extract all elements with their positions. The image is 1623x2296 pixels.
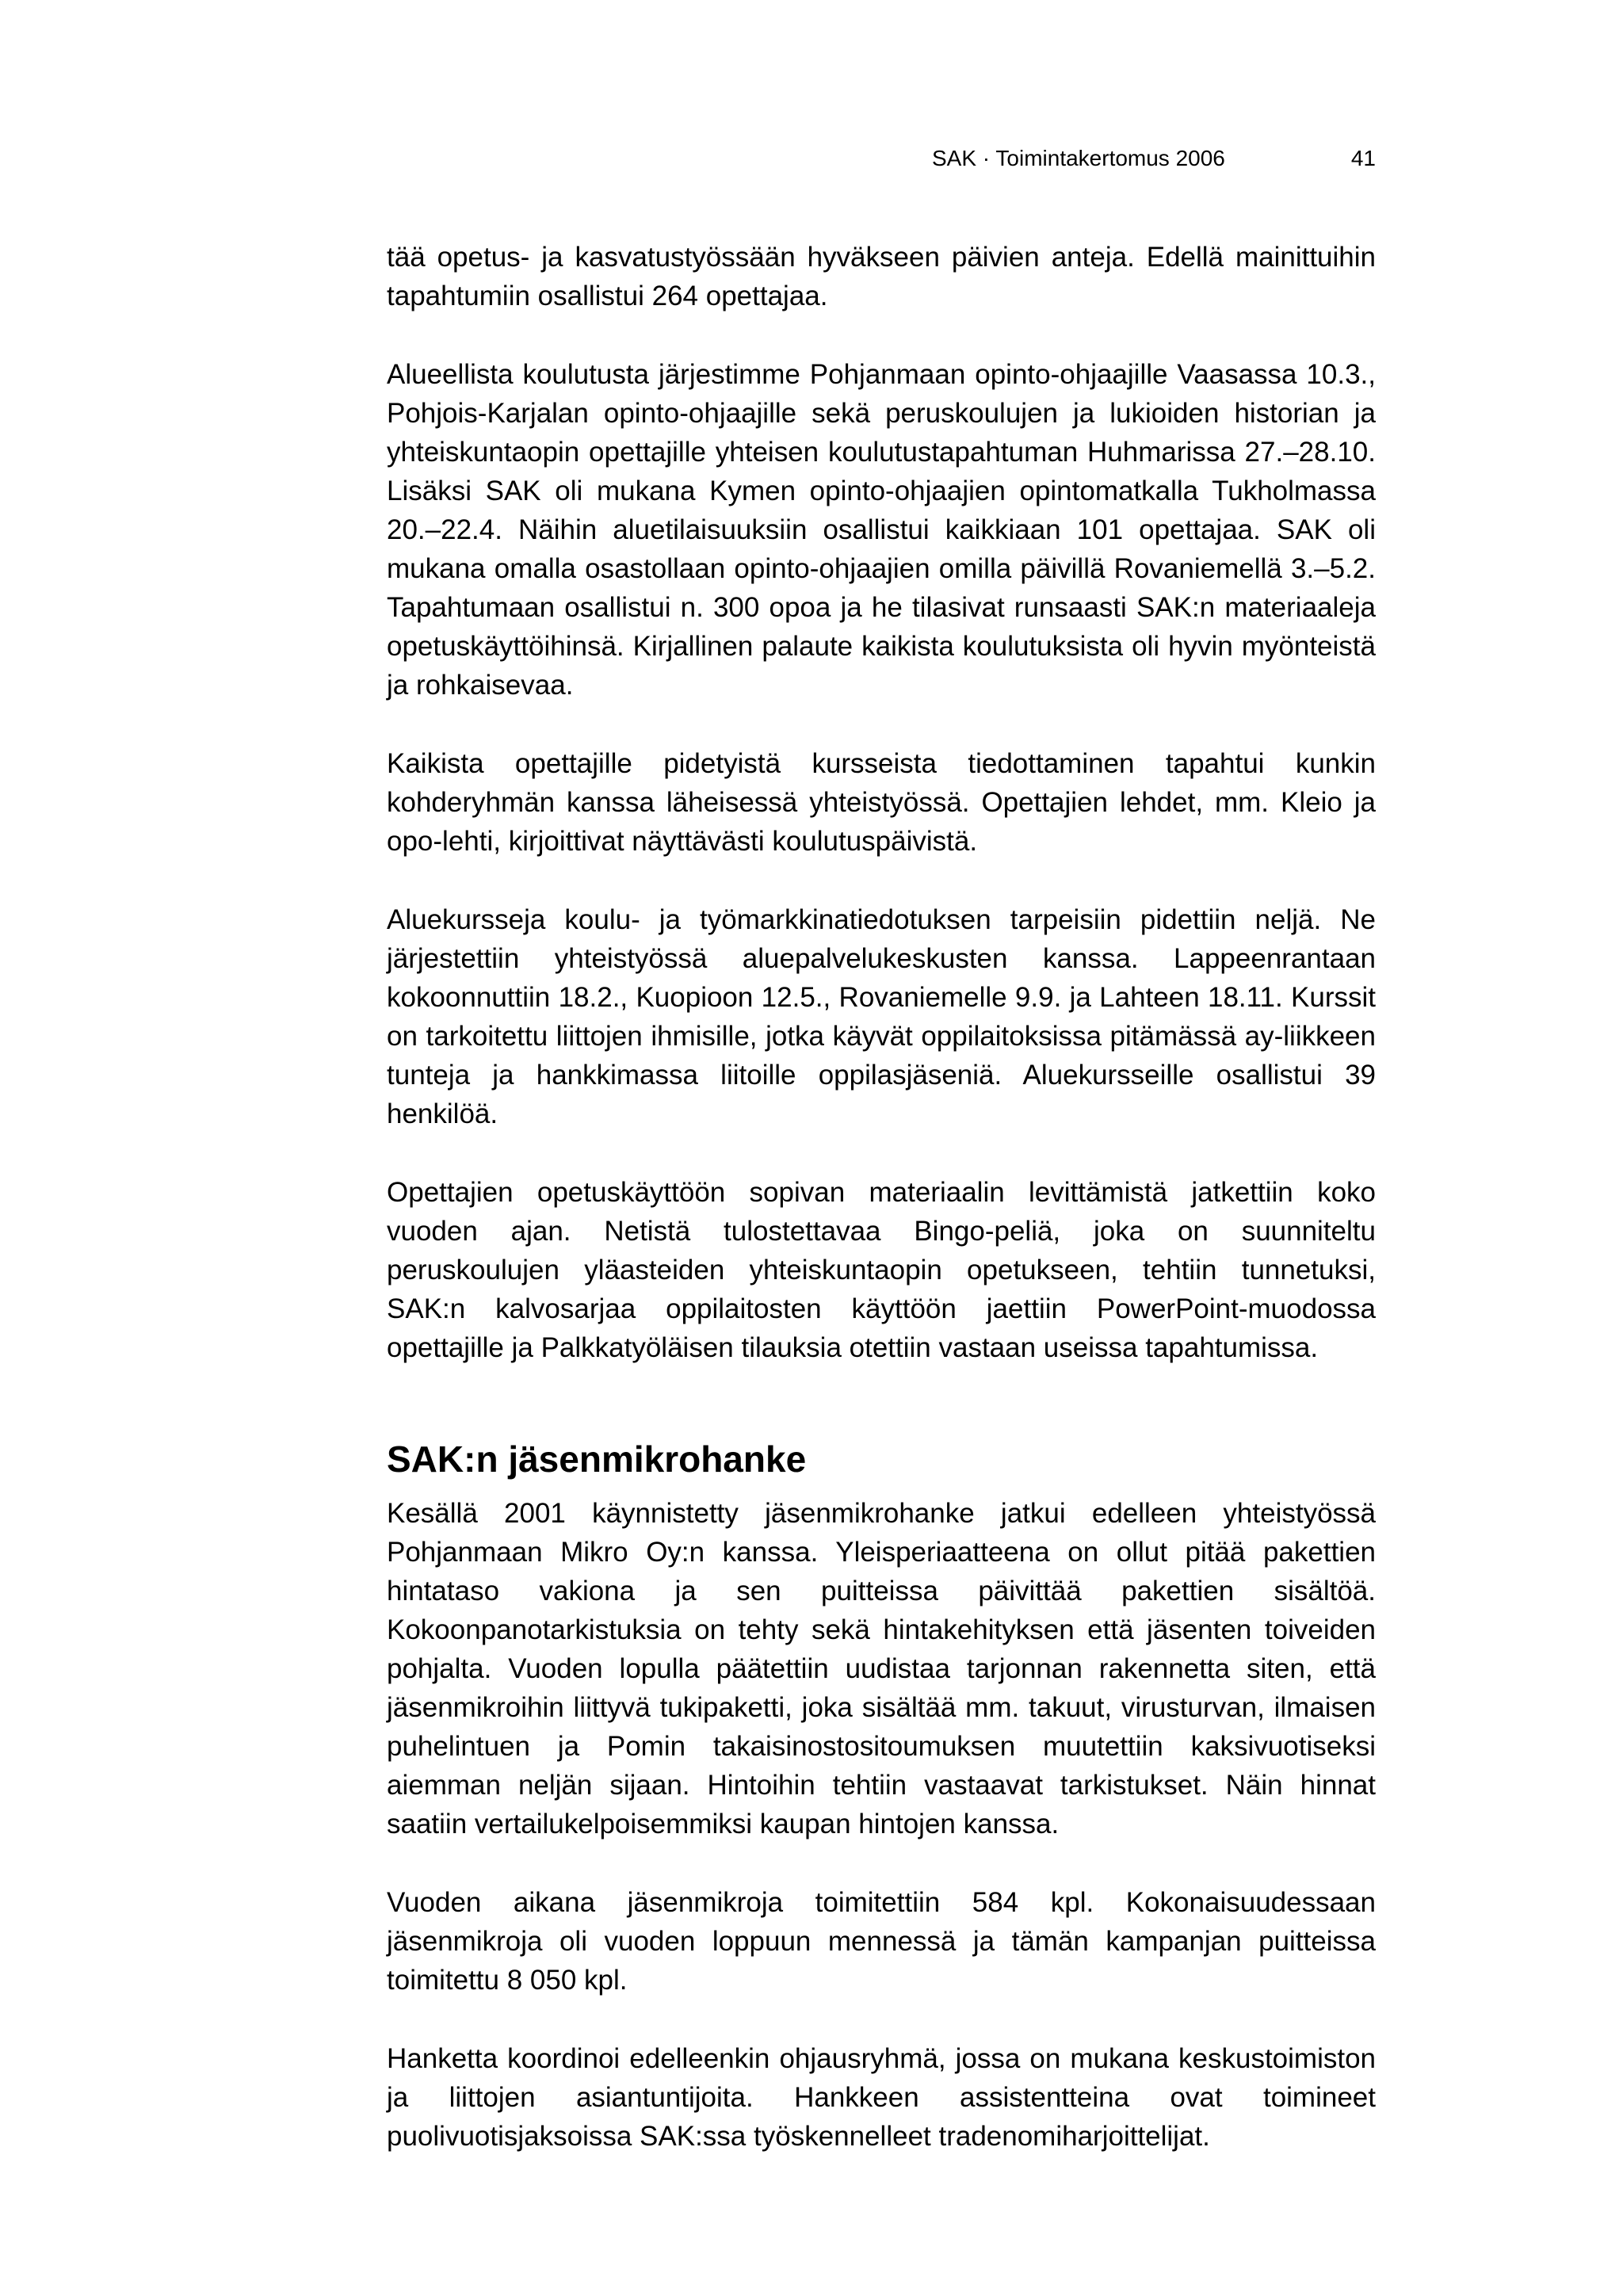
paragraph-deliveries: Vuoden aikana jäsenmikroja toimitettiin 584 kpl. Kokonaisuudessaan jäsenmikroja oli vuoden loppuun mennessä ja tämän kampanjan puitteissa toimitettu 8 050 kpl. <box>387 1887 1376 1996</box>
paragraph-teaching-materials: Opettajien opetuskäyttöön sopivan materiaalin levittämistä jatkettiin koko vuoden ajan. Netistä tulostettavaa Bingo-peliä, joka on suunniteltu peruskoulujen yläasteiden yhteiskuntaopin opetukseen, tehtiin tunnetuksi, SAK:n kalvosarjaa oppilaitosten käyttöön jaettiin PowerPoint-muodossa opettajille ja Palkkatyöläisen tilauksia otettiin vastaan useissa tapahtumissa. <box>387 1177 1376 1363</box>
running-header <box>387 141 1376 176</box>
paragraph-member-computer-project: Kesällä 2001 käynnistetty jäsenmikrohanke jatkui edelleen yhteistyössä Pohjanmaan Mikro Oy:n kanssa. Yleisperiaatteena on ollut pitää pakettien hintataso vakiona ja sen puitteissa päivittää pakettien sisältöä. Kokoonpanotarkistuksia on tehty sekä hintakehityksen että jäsenten toiveiden pohjalta. Vuoden lopulla päätettiin uudistaa tarjonnan rakennetta siten, että jäsenmikroihin liittyvä tukipaketti, joka sisältää mm. takuut, virusturvan, ilmaisen puhelintuen ja Pomin takaisinostositoumuksen muutettiin kaksivuotiseksi aiemman neljän sijaan. Hintoihin tehtiin vastaavat tarkistukset. Näin hinnat saatiin vertailukelpoisemmiksi kaupan hintojen kanssa. <box>387 1498 1376 1839</box>
paragraph-teacher-days-continued: tää opetus- ja kasvatustyössään hyväkseen päivien anteja. Edellä mainittuihin tapahtumiin osallistui 264 opettajaa. <box>387 242 1376 311</box>
paragraph-regional-courses: Aluekursseja koulu- ja työmarkkinatiedotuksen tarpeisiin pidettiin neljä. Ne järjestettiin yhteistyössä aluepalvelukeskusten kanssa. Lappeenrantaan kokoonnuttiin 18.2., Kuopioon 12.5., Rovaniemelle 9.9. ja Lahteen 18.11. Kurssit on tarkoitettu liittojen ihmisille, jotka käyvät oppilaitoksissa pitämässä ay-liikkeen tunteja ja hankkimassa liitoille oppilasjäseniä. Aluekursseille osallistui 39 henkilöä. <box>387 904 1376 1129</box>
header-document-title: SAK · Toimintakertomus 2006 <box>932 146 1225 170</box>
paragraph-regional-training: Alueellista koulutusta järjestimme Pohjanmaan opinto-ohjaajille Vaasassa 10.3., Pohjois-Karjalan opinto-ohjaajille sekä peruskoulujen ja lukioiden historian ja yhteiskuntaopin opettajille yhteisen koulutustapahtuman Huhmarissa 27.–28.10. Lisäksi SAK oli mukana Kymen opinto-ohjaajien opintomatkalla Tukholmassa 20.–22.4. Näihin aluetilaisuuksiin osallistui kaikkiaan 101 opettajaa. SAK oli mukana omalla osastollaan opinto-ohjaajien omilla päivillä Rovaniemellä 3.–5.2. Tapahtumaan osallistui n. 300 opoa ja he tilasivat runsaasti SAK:n materiaaleja opetuskäyttöihinsä. Kirjallinen palaute kaikista koulutuksista oli hyvin myönteistä ja rohkaisevaa. <box>387 359 1376 701</box>
paragraph-course-communication: Kaikista opettajille pidetyistä kursseista tiedottaminen tapahtui kunkin kohderyhmän kanssa läheisessä yhteistyössä. Opettajien lehdet, mm. Kleio ja opo-lehti, kirjoittivat näyttävästi koulutuspäivistä. <box>387 748 1376 857</box>
body-text <box>387 238 1376 2156</box>
paragraph-steering-group: Hanketta koordinoi edelleenkin ohjausryhmä, jossa on mukana keskustoimiston ja liittojen asiantuntijoita. Hankkeen assistentteina ovat toimineet puolivuotisjaksoissa SAK:ssa työskennelleet tradenomiharjoittelijat. <box>387 2043 1376 2152</box>
page-number: 41 <box>1350 146 1376 170</box>
section-heading: SAK:n jäsenmikrohanke <box>387 1438 807 1480</box>
